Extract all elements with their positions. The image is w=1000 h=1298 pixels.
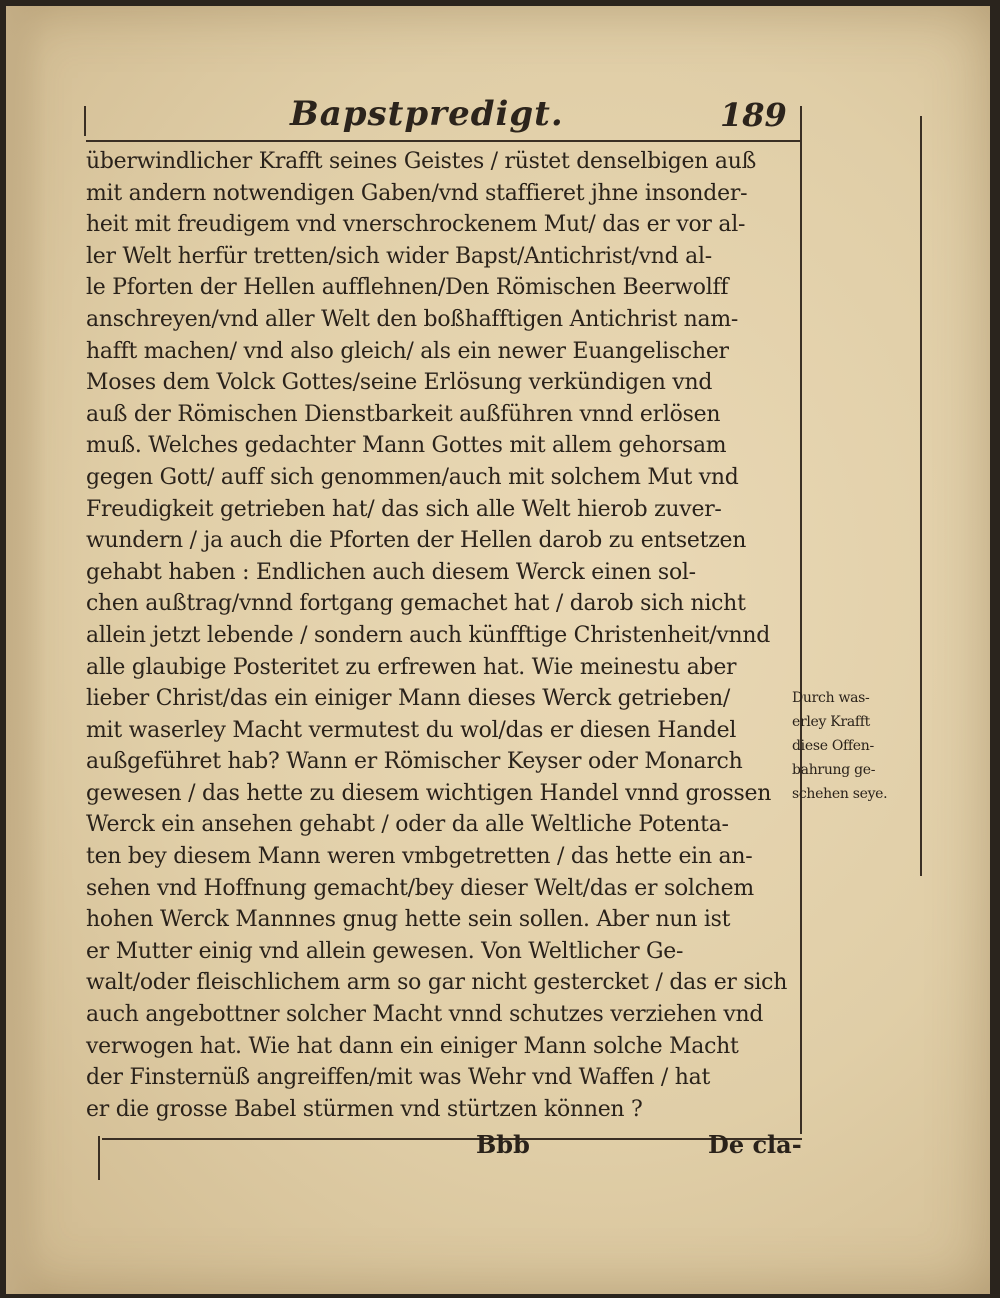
body-line: hohen Werck Mannnes gnug hette sein sollen. Aber nun ist bbox=[86, 907, 731, 933]
body-line: er die grosse Babel stürmen vnd stürtzen können ? bbox=[86, 1096, 643, 1122]
running-title: Bapstpredigt. bbox=[290, 94, 564, 134]
body-line: Werck ein ansehen gehabt / oder da alle Weltliche Potenta- bbox=[86, 812, 729, 838]
footer-left-rule bbox=[98, 1136, 100, 1180]
body-line: le Pforten der Hellen aufflehnen/Den Römischen Beerwolff bbox=[86, 275, 729, 301]
marginal-note-line: diese Offen- bbox=[792, 738, 874, 754]
header-rule bbox=[86, 140, 802, 142]
body-line: sehen vnd Hoffnung gemacht/bey dieser Welt/das er solchem bbox=[86, 875, 754, 901]
body-text bbox=[86, 146, 800, 1125]
page-gutter-shadow bbox=[6, 6, 46, 1294]
body-line: er Mutter einig vnd allein gewesen. Von Weltlicher Ge- bbox=[86, 938, 684, 964]
body-line: allein jetzt lebende / sondern auch künfftige Christenheit/vnnd bbox=[86, 622, 771, 648]
body-line: chen außtrag/vnnd fortgang gemachet hat / darob sich nicht bbox=[86, 591, 746, 617]
body-line: gehabt haben : Endlichen auch diesem Werck einen sol- bbox=[86, 559, 696, 585]
body-line: lieber Christ/das ein einiger Mann dieses Werck getrieben/ bbox=[86, 686, 730, 712]
footer-rule bbox=[102, 1138, 802, 1140]
left-frame-rule bbox=[84, 106, 86, 136]
text-right-rule bbox=[800, 106, 802, 1134]
body-line: mit waserley Macht vermutest du wol/das er diesen Handel bbox=[86, 717, 737, 743]
body-line: muß. Welches gedachter Mann Gottes mit allem gehorsam bbox=[86, 433, 727, 459]
body-line: außgeführet hab? Wann er Römischer Keyser oder Monarch bbox=[86, 749, 743, 775]
body-line: alle glaubige Posteritet zu erfrewen hat. Wie meinestu aber bbox=[86, 654, 737, 680]
body-line: auß der Römischen Dienstbarkeit außführen vnnd erlösen bbox=[86, 401, 721, 427]
page-number: 189 bbox=[720, 96, 787, 134]
body-line: gewesen / das hette zu diesem wichtigen Handel vnnd grossen bbox=[86, 780, 772, 806]
catchword: De cla- bbox=[708, 1130, 802, 1159]
body-line: der Finsternüß angreiffen/mit was Wehr vnd Waffen / hat bbox=[86, 1065, 711, 1091]
body-line: gegen Gott/ auff sich genommen/auch mit solchem Mut vnd bbox=[86, 464, 739, 490]
body-line: überwindlicher Krafft seines Geistes / rüstet denselbigen auß bbox=[86, 149, 756, 174]
body-line: auch angebottner solcher Macht vnnd schutzes verziehen vnd bbox=[86, 1002, 764, 1028]
body-line: Freudigkeit getrieben hat/ das sich alle Welt hierob zuver- bbox=[86, 496, 722, 522]
book-page bbox=[6, 6, 990, 1294]
body-line: Moses dem Volck Gottes/seine Erlösung verkündigen vnd bbox=[86, 370, 713, 396]
body-line: mit andern notwendigen Gaben/vnd staffieret jhne insonder- bbox=[86, 180, 748, 206]
signature-mark: Bbb bbox=[476, 1130, 530, 1159]
marginal-note-line: bahrung ge- bbox=[792, 762, 876, 778]
body-line: hafft machen/ vnd also gleich/ als ein newer Euangelischer bbox=[86, 338, 729, 364]
marginal-note-line: erley Krafft bbox=[792, 714, 870, 730]
body-line: walt/oder fleischlichem arm so gar nicht gestercket / das er sich bbox=[86, 970, 788, 996]
body-line: anschreyen/vnd aller Welt den boßhafftigen Antichrist nam- bbox=[86, 306, 739, 332]
body-line: wundern / ja auch die Pforten der Hellen darob zu entsetzen bbox=[86, 528, 747, 554]
body-line: ten bey diesem Mann weren vmbgetretten / das hette ein an- bbox=[86, 844, 753, 870]
marginal-note-line: Durch was- bbox=[792, 690, 870, 706]
marginal-note bbox=[792, 686, 922, 806]
body-line: heit mit freudigem vnd vnerschrockenem Mut/ das er vor al- bbox=[86, 212, 746, 238]
body-line: ler Welt herfür tretten/sich wider Bapst/Antichrist/vnd al- bbox=[86, 243, 712, 269]
marginal-note-line: schehen seye. bbox=[792, 786, 888, 802]
body-line: verwogen hat. Wie hat dann ein einiger Mann solche Macht bbox=[86, 1033, 739, 1059]
